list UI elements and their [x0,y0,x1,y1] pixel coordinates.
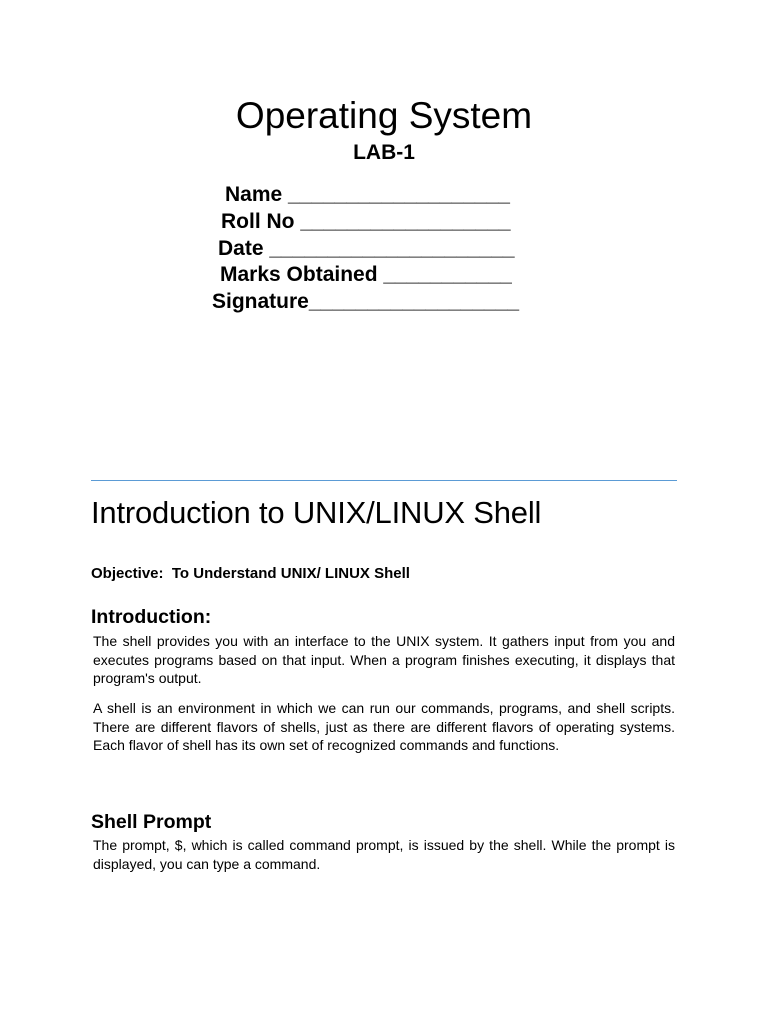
section-title: Introduction to UNIX/LINUX Shell [91,495,542,530]
introduction-paragraph: The shell provides you with an interface to the UNIX system. It gathers input from you and executes programs based on that input. When a program finishes executing, it displays that program's output. [93,633,675,687]
shell-prompt-paragraph: The prompt, $, which is called command prompt, is issued by the shell. While the prompt is displayed, you can type a command. [93,837,675,872]
section-divider [91,480,677,481]
shell-prompt-heading: Shell Prompt [91,811,212,833]
introduction-paragraph: A shell is an environment in which we can run our commands, programs, and shell scripts. There are different flavors of shells, just as there are different flavors of operating systems. Each flavor of shell has its own set of recognized commands and functions. [93,700,675,754]
signature-field: Signature__________________ [212,290,520,313]
document-title: Operating System [235,95,533,136]
objective-line: Objective: To Understand UNIX/ LINUX Shell [91,565,410,582]
name-field: Name ___________________ [225,183,510,206]
roll-no-field: Roll No __________________ [221,210,511,233]
date-field: Date _____________________ [218,237,515,260]
marks-obtained-field: Marks Obtained ___________ [220,263,512,286]
lab-number: LAB-1 [353,141,415,164]
introduction-heading: Introduction: [91,606,212,628]
